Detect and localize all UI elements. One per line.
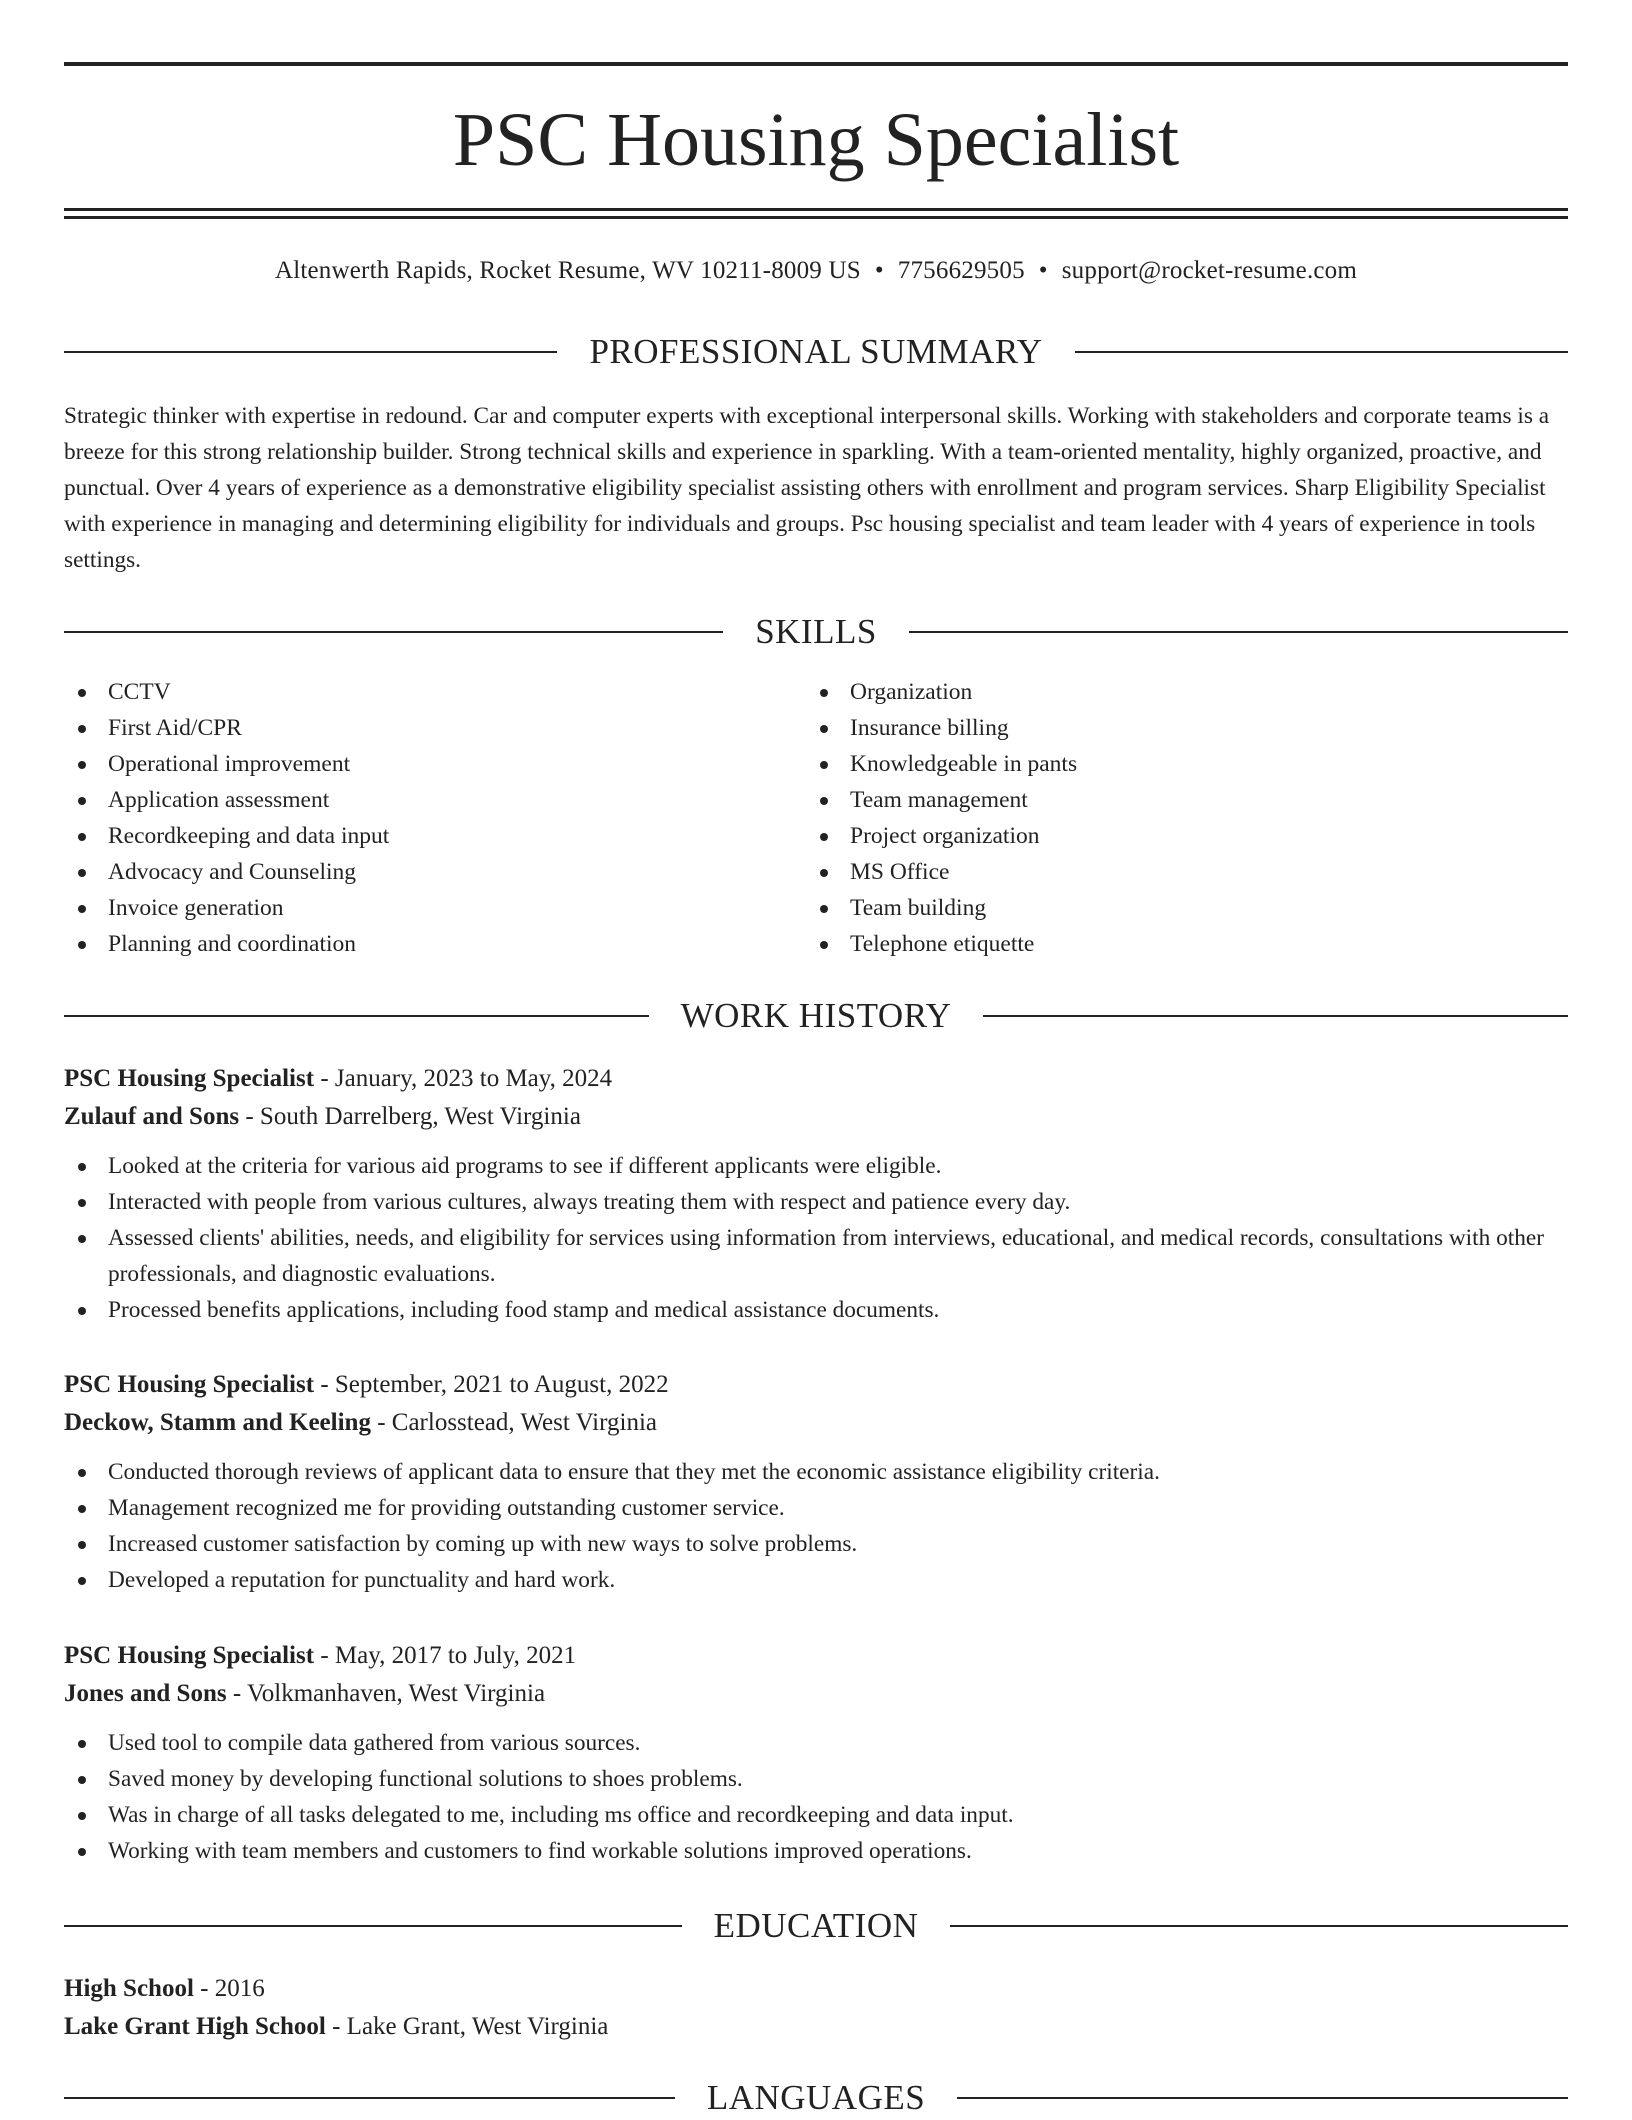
job-company-row bbox=[64, 1404, 1568, 1442]
work-entry bbox=[64, 1637, 1568, 1869]
job-duty: Conducted thorough reviews of applicant data to ensure that they met the economic assistance eligibility criteria. bbox=[64, 1454, 1568, 1490]
languages-section-heading bbox=[64, 2076, 1568, 2120]
contact-address: Altenwerth Rapids, Rocket Resume, WV 10211-8009 US bbox=[274, 257, 861, 284]
contact-separator: • bbox=[1038, 257, 1048, 284]
job-company: Zulauf and Sons bbox=[64, 1103, 240, 1130]
job-location: - Volkmanhaven, West Virginia bbox=[226, 1680, 546, 1707]
job-company: Jones and Sons bbox=[64, 1680, 227, 1707]
job-duty: Management recognized me for providing outstanding customer service. bbox=[64, 1490, 1568, 1526]
education-school: Lake Grant High School bbox=[64, 2013, 326, 2040]
heading-rule bbox=[983, 1015, 1568, 1017]
skill-item: MS Office bbox=[806, 854, 1077, 890]
job-duties-list bbox=[64, 1454, 1568, 1598]
job-location: - South Darrelberg, West Virginia bbox=[239, 1103, 581, 1130]
work-heading: WORK HISTORY bbox=[680, 996, 952, 1035]
skill-item: Recordkeeping and data input bbox=[64, 818, 389, 854]
education-location: - Lake Grant, West Virginia bbox=[325, 2013, 609, 2040]
job-title-row bbox=[64, 1060, 1568, 1098]
contact-line bbox=[64, 254, 1568, 288]
page-title: PSC Housing Specialist bbox=[452, 98, 1180, 182]
summary-text: Strategic thinker with expertise in redound. Car and computer experts with exceptional interpersonal skills. Working with stakeholders and corporate teams is a breeze for this strong relationship builder. Strong technical skills and experience in sparkling. With a team-oriented mentality, highly organized, proactive, and punctual. Over 4 years of experience as a demonstrative eligibility specialist assisting others with enrollment and program services. Sharp Eligibility Specialist with experience in managing and determining eligibility for individuals and groups. Psc housing specialist and team leader with 4 years of experience in tools settings. bbox=[64, 403, 1550, 573]
job-duty: Processed benefits applications, including food stamp and medical assistance documents. bbox=[64, 1292, 1568, 1328]
skill-item: Advocacy and Counseling bbox=[64, 854, 389, 890]
skill-item: Team management bbox=[806, 782, 1077, 818]
skill-item: CCTV bbox=[64, 674, 389, 710]
job-duty: Assessed clients' abilities, needs, and eligibility for services using information from interviews, educational, and medical records, consultations with other professionals, and diagnostic evaluations. bbox=[64, 1220, 1568, 1292]
job-company-row bbox=[64, 1098, 1568, 1136]
top-rule bbox=[64, 62, 1568, 66]
education-section-heading bbox=[64, 1904, 1568, 1948]
work-section-heading bbox=[64, 994, 1568, 1038]
contact-separator: • bbox=[874, 257, 884, 284]
skills-list-left bbox=[64, 674, 389, 962]
job-duties-list bbox=[64, 1725, 1568, 1869]
skills-list-right bbox=[806, 674, 1077, 962]
job-duty: Interacted with people from various cultures, always treating them with respect and patience every day. bbox=[64, 1184, 1568, 1220]
education-degree: High School bbox=[64, 1975, 194, 2002]
job-duty: Saved money by developing functional solutions to shoes problems. bbox=[64, 1761, 1568, 1797]
skill-item: Operational improvement bbox=[64, 746, 389, 782]
job-company: Deckow, Stamm and Keeling bbox=[64, 1409, 371, 1436]
job-location: - Carlosstead, West Virginia bbox=[370, 1409, 657, 1436]
job-duty: Was in charge of all tasks delegated to me, including ms office and recordkeeping and data input. bbox=[64, 1797, 1568, 1833]
summary-heading: PROFESSIONAL SUMMARY bbox=[589, 332, 1043, 371]
heading-rule bbox=[957, 2097, 1568, 2099]
work-entry bbox=[64, 1060, 1568, 1328]
skill-item: Planning and coordination bbox=[64, 926, 389, 962]
education-year: - 2016 bbox=[193, 1975, 265, 2002]
title-rule-lower bbox=[64, 216, 1568, 219]
heading-rule bbox=[1075, 351, 1568, 353]
job-dates: - January, 2023 to May, 2024 bbox=[314, 1065, 613, 1092]
job-duty: Used tool to compile data gathered from various sources. bbox=[64, 1725, 1568, 1761]
heading-rule bbox=[64, 1925, 682, 1927]
job-title-row bbox=[64, 1637, 1568, 1675]
skill-item: Team building bbox=[806, 890, 1077, 926]
skill-item: First Aid/CPR bbox=[64, 710, 389, 746]
education-school-row bbox=[64, 2008, 1568, 2046]
skills-section-heading bbox=[64, 610, 1568, 654]
contact-phone: 7756629505 bbox=[897, 257, 1025, 284]
summary-section-heading bbox=[64, 330, 1568, 374]
job-duties-list bbox=[64, 1148, 1568, 1328]
heading-rule bbox=[64, 631, 723, 633]
skill-item: Invoice generation bbox=[64, 890, 389, 926]
job-company-row bbox=[64, 1675, 1568, 1713]
skill-item: Insurance billing bbox=[806, 710, 1077, 746]
skill-item: Knowledgeable in pants bbox=[806, 746, 1077, 782]
education-heading: EDUCATION bbox=[713, 1906, 919, 1945]
job-dates: - September, 2021 to August, 2022 bbox=[314, 1371, 669, 1398]
skill-item: Application assessment bbox=[64, 782, 389, 818]
job-duty: Looked at the criteria for various aid programs to see if different applicants were eligible. bbox=[64, 1148, 1568, 1184]
languages-heading: LANGUAGES bbox=[706, 2078, 926, 2117]
job-title-row bbox=[64, 1366, 1568, 1404]
skill-item: Organization bbox=[806, 674, 1077, 710]
heading-rule bbox=[909, 631, 1568, 633]
job-duty: Developed a reputation for punctuality and hard work. bbox=[64, 1562, 1568, 1598]
job-title: PSC Housing Specialist bbox=[64, 1065, 315, 1092]
heading-rule bbox=[64, 351, 557, 353]
heading-rule bbox=[64, 1015, 649, 1017]
education-entry bbox=[64, 1970, 1568, 2046]
job-title: PSC Housing Specialist bbox=[64, 1371, 315, 1398]
skills-heading: SKILLS bbox=[755, 612, 877, 651]
skill-item: Project organization bbox=[806, 818, 1077, 854]
heading-rule bbox=[950, 1925, 1568, 1927]
job-title: PSC Housing Specialist bbox=[64, 1642, 315, 1669]
job-duty: Working with team members and customers to find workable solutions improved operations. bbox=[64, 1833, 1568, 1869]
contact-email: support@rocket-resume.com bbox=[1061, 257, 1358, 284]
heading-rule bbox=[64, 2097, 675, 2099]
work-entry bbox=[64, 1366, 1568, 1598]
skill-item: Telephone etiquette bbox=[806, 926, 1077, 962]
job-duty: Increased customer satisfaction by coming up with new ways to solve problems. bbox=[64, 1526, 1568, 1562]
title-rule-upper bbox=[64, 208, 1568, 211]
job-dates: - May, 2017 to July, 2021 bbox=[314, 1642, 577, 1669]
education-degree-row bbox=[64, 1970, 1568, 2008]
